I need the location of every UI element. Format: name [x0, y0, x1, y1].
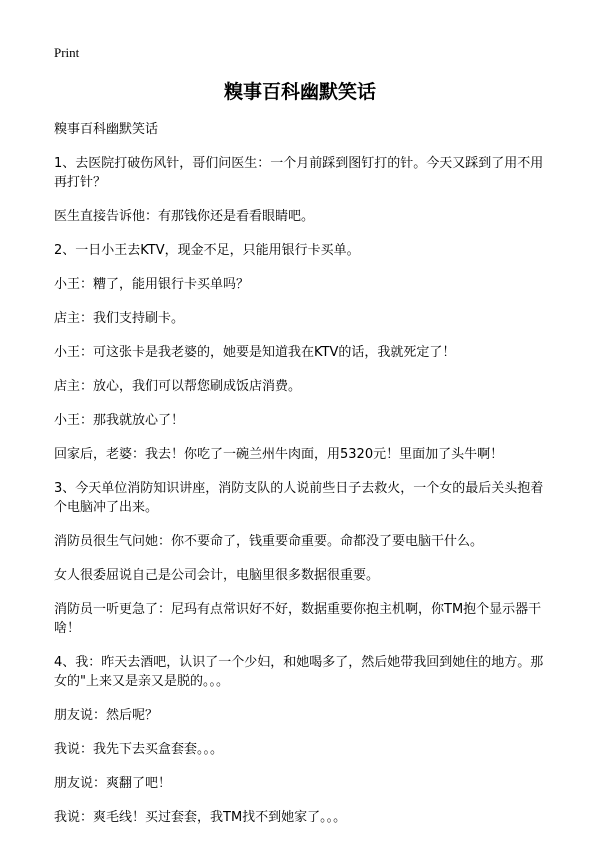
paragraph: 女人很委屈说自己是公司会计，电脑里很多数据很重要。	[54, 568, 380, 583]
paragraph: 朋友说：爽翻了吧！	[54, 776, 172, 791]
paragraph: 店主：我们支持刷卡。	[54, 311, 185, 326]
article-subtitle: 糗事百科幽默笑话	[54, 122, 159, 137]
paragraph: 医生直接告诉他：有那钱你还是看看眼睛吧。	[54, 209, 315, 224]
page-title: 糗事百科幽默笑话	[223, 81, 376, 103]
paragraph: 4、我：昨天去酒吧，认识了一个少妇，和她喝多了，然后她带我回到她住的地方。那女的"上来又是亲又是脱的。。。	[54, 655, 544, 689]
paragraph: 2、一日小王去KTV，现金不足，只能用银行卡买单。	[54, 243, 360, 258]
paragraph: 我说：爽毛线！买过套套，我TM找不到她家了。。。	[54, 810, 347, 825]
paragraph: 店主：放心，我们可以帮您刷成饭店消费。	[54, 379, 302, 394]
paragraph: 3、今天单位消防知识讲座，消防支队的人说前些日子去救火，一个女的最后关头抱着个电脑冲了出来。	[54, 481, 544, 515]
paragraph: 小王：可这张卡是我老婆的，她要是知道我在KTV的话，我就死定了！	[54, 345, 456, 360]
paragraph: 朋友说：然后呢？	[54, 708, 159, 723]
paragraph: 小王：那我就放心了！	[54, 413, 185, 428]
paragraph: 小王：糟了，能用银行卡买单吗？	[54, 277, 250, 292]
article-body	[54, 120, 554, 842]
paragraph: 回家后，老婆：我去！你吃了一碗兰州牛肉面，用5320元！里面加了头牛啊！	[54, 447, 504, 462]
paragraph: 我说：我先下去买盒套套。。。	[54, 742, 224, 757]
paragraph: 1、去医院打破伤风针，哥们问医生：一个月前踩到图钉打的针。今天又踩到了用不用再打针？	[54, 156, 544, 190]
print-link[interactable]: Print	[54, 45, 80, 60]
paragraph: 消防员一听更急了：尼玛有点常识好不好，数据重要你抱主机啊，你TM抱个显示器干啥！	[54, 602, 542, 636]
paragraph: 消防员很生气问她：你不要命了，钱重要命重要。命都没了要电脑干什么。	[54, 534, 484, 549]
